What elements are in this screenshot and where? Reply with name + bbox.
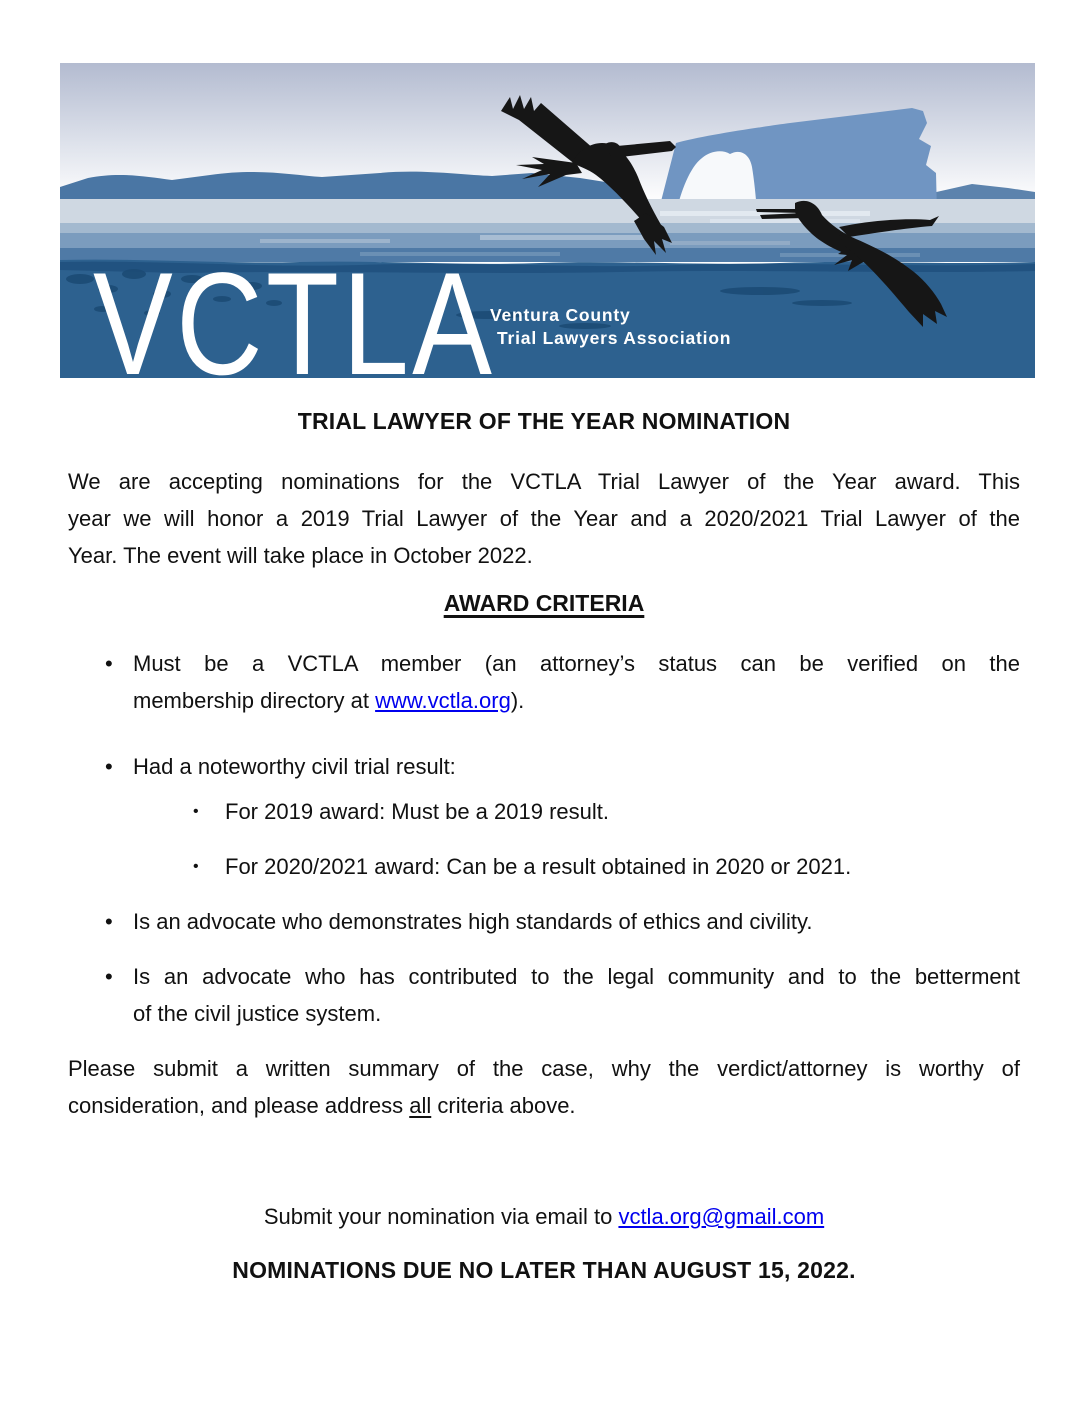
criteria-bullet-ethics (68, 903, 1020, 940)
submit-text: Submit your nomination via email to (263, 1204, 619, 1229)
bullet-text: membership directory at (133, 688, 376, 713)
org-name-line2: Trial Lawyers Association (497, 328, 732, 348)
closing-text: consideration, and please address (68, 1093, 410, 1118)
criteria-heading-text: AWARD CRITERIA (443, 590, 645, 616)
submit-instruction (68, 1198, 1020, 1235)
sub-bullet-icon: • (193, 803, 199, 820)
criteria-bullet-community (68, 958, 1020, 1032)
closing-paragraph (68, 1050, 1020, 1124)
sub-bullet-line: For 2020/2021 award: Can be a result obtained in 2020 or 2021. (225, 854, 852, 879)
banner-illustration (60, 63, 1035, 378)
sub-bullet-icon: • (193, 858, 199, 875)
closing-text: criteria above. (431, 1093, 576, 1118)
closing-line (68, 1087, 1020, 1124)
bullet-line: of the civil justice system. (133, 1001, 382, 1026)
bullet-line (133, 682, 1020, 719)
vctla-banner (60, 63, 1035, 378)
intro-line: Year. The event will take place in October 2022. (68, 543, 533, 568)
page-title: TRIAL LAWYER OF THE YEAR NOMINATION (297, 408, 791, 434)
sub-bullet-2019 (68, 793, 1020, 830)
bullet-line: Must be a VCTLA member (an attorney’s status can be verified on the (133, 651, 1020, 676)
bullet-icon: • (105, 754, 113, 779)
bullet-line: Is an advocate who has contributed to the legal community and to the betterment (133, 964, 1020, 989)
bullet-icon: • (105, 651, 113, 676)
criteria-bullet-member (68, 645, 1020, 719)
intro-line: year we will honor a 2019 Trial Lawyer of the Year and a 2020/2021 Trial Lawyer of the (68, 506, 1020, 531)
criteria-heading (68, 588, 1020, 618)
water-streak (480, 235, 660, 240)
vctla-org-link[interactable]: www.vctla.org (375, 688, 511, 713)
underlined-all: all (409, 1093, 432, 1118)
pale-streak (710, 219, 860, 223)
sub-bullet-2020-2021 (68, 848, 1020, 885)
org-name-line1: Ventura County (490, 305, 631, 325)
bullet-line: Had a noteworthy civil trial result: (133, 754, 456, 779)
intro-line: We are accepting nominations for the VCTLA Trial Lawyer of the Year award. This (68, 469, 1020, 494)
deadline-notice: NOMINATIONS DUE NO LATER THAN AUGUST 15, 2022. (232, 1257, 856, 1283)
vctla-logo-text: VCTLA (93, 242, 496, 378)
bullet-icon: • (105, 909, 113, 934)
sub-bullet-line: For 2019 award: Must be a 2019 result. (225, 799, 609, 824)
bullet-icon: • (105, 964, 113, 989)
bullet-line: Is an advocate who demonstrates high standards of ethics and civility. (133, 909, 813, 934)
bullet-text: ). (510, 688, 525, 713)
email-link[interactable]: vctla.org@gmail.com (618, 1204, 825, 1229)
criteria-bullet-trial-result (68, 748, 1020, 785)
closing-line: Please submit a written summary of the case, why the verdict/attorney is worthy of (68, 1056, 1020, 1081)
intro-paragraph (68, 463, 1020, 574)
water-streak (670, 241, 790, 245)
